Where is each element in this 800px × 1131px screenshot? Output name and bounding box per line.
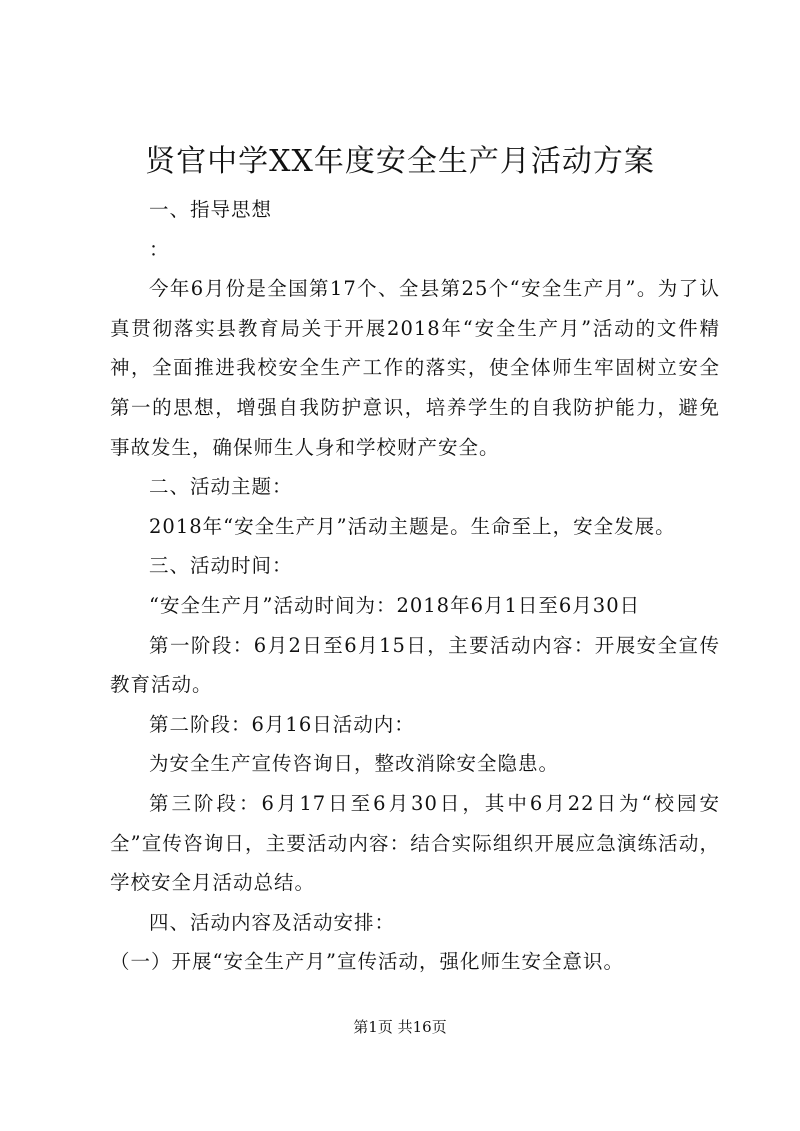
stage-two-paragraph: 第二阶段：6月16日活动内： [149,712,415,736]
time-paragraph: “安全生产月”活动时间为：2018年6月1日至6月30日 [149,593,641,617]
stage-two-detail-paragraph: 为安全生产宣传咨询日，整改消除安全隐患。 [149,752,560,776]
colon-line: ： [149,237,170,261]
section-heading-theme: 二、活动主题： [149,475,293,499]
section-heading-guiding-thought: 一、指导思想 [149,198,273,221]
document-title: 贤官中学XX年度安全生产月活动方案 [145,144,655,179]
subsection-heading-publicity: （一）开展“安全生产月”宣传活动，强化师生安全意识。 [110,950,624,974]
document-body [110,190,720,982]
intro-paragraph: 今年6月份是全国第17个、全县第25个“安全生产月”。为了认真贯彻落实县教育局关于开展2018年“安全生产月”活动的文件精神，全面推进我校安全生产工作的落实，使全体师生牢固树立安全第一的思想，增强自我防护意识，培养学生的自我防护能力，避免事故发生，确保师生人身和学校财产安全。 [110,277,720,459]
page-footer: 第1页 共16页 [353,1018,447,1036]
section-heading-content: 四、活动内容及活动安排： [149,910,396,934]
stage-one-paragraph: 第一阶段：6月2日至6月15日，主要活动内容：开展安全宣传教育活动。 [110,633,720,697]
stage-three-paragraph: 第三阶段：6月17日至6月30日，其中6月22日为“校园安全”宣传咨询日，主要活动内容：结合实际组织开展应急演练活动，学校安全月活动总结。 [110,791,720,895]
theme-paragraph: 2018年“安全生产月”活动主题是。生命至上，安全发展。 [149,514,676,538]
section-heading-time: 三、活动时间： [149,554,293,578]
